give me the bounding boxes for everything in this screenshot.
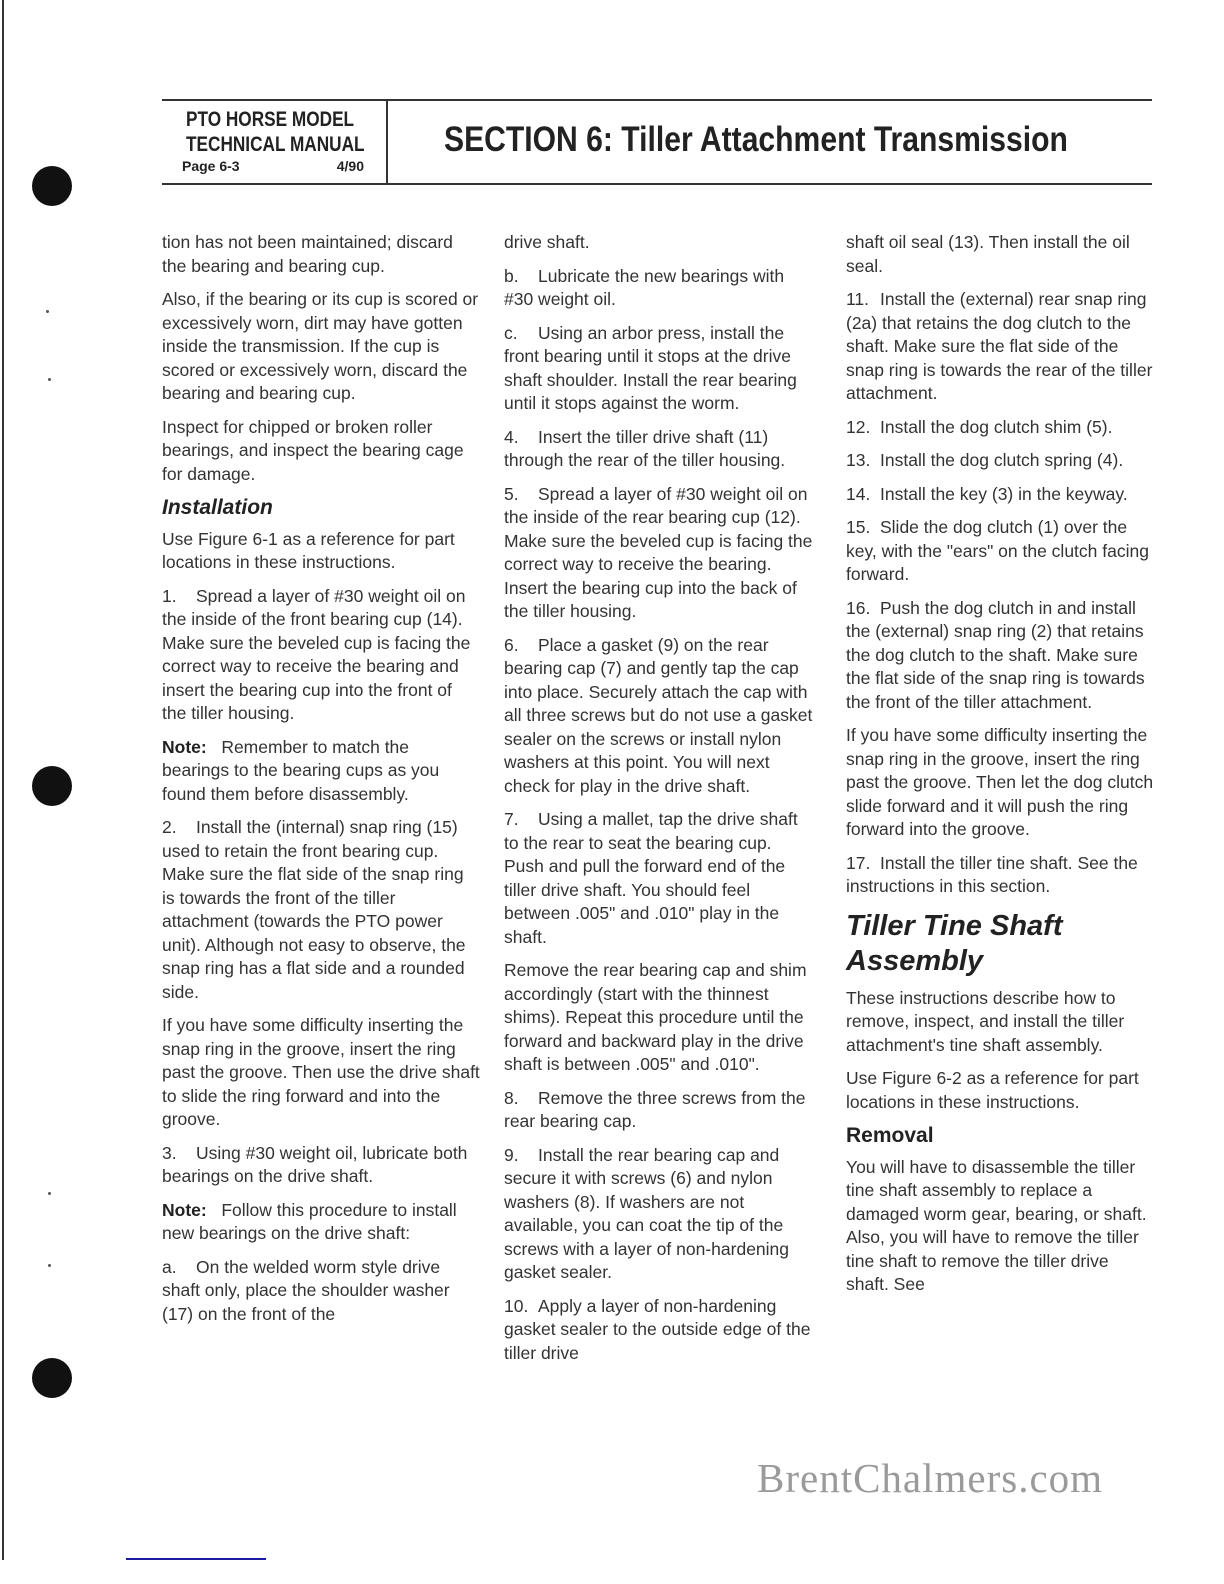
text-column-2 — [504, 231, 814, 1375]
site-watermark: BrentChalmers.com — [757, 1455, 1104, 1501]
binder-hole-bottom — [32, 1358, 72, 1398]
step-17 — [846, 852, 1156, 899]
step-11 — [846, 288, 1156, 406]
scan-speck — [48, 378, 51, 381]
step-12 — [846, 416, 1156, 440]
step-number: 16. — [846, 597, 871, 618]
step-number: 2. — [162, 817, 177, 837]
removal-heading: Removal — [846, 1124, 934, 1147]
manual-title — [186, 107, 365, 157]
step-text: Install the (external) rear snap ring (2a) that retains the dog clutch to the shaft. Make sure the flat side of the snap ring is towards the rear of the tiller attachment. — [846, 289, 1153, 403]
step-1 — [162, 585, 480, 726]
step-number: 17. — [846, 852, 871, 873]
text-column-3 — [846, 231, 1156, 1307]
step-number: 5. — [504, 483, 519, 504]
text-column-1 — [162, 231, 480, 1336]
scan-speck — [48, 1264, 51, 1267]
paragraph: tion has not been maintained; discard the bearing and bearing cup. — [162, 232, 453, 276]
step-text: Install the rear bearing cap and secure it with screws (6) and nylon washers (8). If washers are not available, you can coat the tip of the screws with a layer of non-hardening gasket sealer. — [504, 1144, 790, 1282]
step-4 — [504, 426, 814, 473]
page-header — [162, 99, 1152, 185]
step-b — [504, 265, 814, 312]
step-number: 4. — [504, 426, 519, 447]
step-text: Install the tiller tine shaft. See the instructions in this section. — [846, 852, 1138, 896]
note-1 — [162, 736, 480, 807]
paragraph: Use Figure 6-1 as a reference for part locations in these instructions. — [162, 528, 455, 572]
step-number: b. — [504, 265, 519, 286]
step-number: 12. — [846, 416, 871, 437]
tine-shaft-heading: Tiller Tine Shaft Assembly — [846, 909, 1063, 977]
step-text: Install the (internal) snap ring (15) used to retain the front bearing cup. Make sure the flat side of the snap ring is towards the front of the tiller attachment (towards the PTO power unit). Although not easy to observe, the snap ring has a flat side and a rounded side. — [162, 817, 466, 1002]
step-text: Spread a layer of #30 weight oil on the inside of the rear bearing cup (12). Make sure the beveled cup is facing the correct way to receive the bearing. Insert the bearing cup into the back of the tiller housing. — [504, 483, 813, 621]
step-number: 15. — [846, 517, 871, 537]
step-number: 1. — [162, 585, 177, 606]
step-text: Install the key (3) in the keyway. — [880, 483, 1128, 504]
step-15 — [846, 516, 1156, 587]
note-label: Note: — [162, 736, 207, 757]
step-number: 7. — [504, 809, 519, 829]
step-6 — [504, 634, 814, 799]
step-text: Insert the tiller drive shaft (11) through the rear of the tiller housing. — [504, 426, 786, 470]
scan-speck — [46, 310, 49, 313]
step-text: Push the dog clutch in and install the (external) snap ring (2) that retains the dog clutch to the shaft. Make sure the flat side of the snap ring is towards the front of the tiller attachment. — [846, 597, 1145, 712]
step-7 — [504, 808, 814, 949]
installation-heading: Installation — [162, 496, 273, 519]
paragraph: Also, if the bearing or its cup is scored or excessively worn, dirt may have gotten inside the transmission. If the cup is scored or excessively worn, discard the bearing and bearing cup. — [162, 289, 479, 403]
step-3 — [162, 1142, 480, 1189]
step-14 — [846, 483, 1156, 507]
step-10 — [504, 1295, 814, 1366]
paragraph: Use Figure 6-2 as a reference for part locations in these instructions. — [846, 1068, 1139, 1112]
page-number: Page 6-3 — [182, 158, 240, 174]
paragraph: If you have some difficulty inserting the snap ring in the groove, insert the ring past the groove. Then use the drive shaft to slide the ring forward and into the groove. — [162, 1015, 480, 1129]
paragraph: Remove the rear bearing cap and shim accordingly (start with the thinnest shims). Repeat this procedure until the forward and backward play in the drive shaft is between .005" and .010". — [504, 960, 807, 1074]
paragraph: These instructions describe how to remove, inspect, and install the tiller attachment's tine shaft assembly. — [846, 987, 1125, 1055]
step-number: 13. — [846, 450, 871, 470]
paragraph: Inspect for chipped or broken roller bearings, and inspect the bearing cage for damage. — [162, 416, 464, 484]
binder-hole-middle — [32, 766, 72, 806]
step-text: Using #30 weight oil, lubricate both bearings on the drive shaft. — [162, 1142, 468, 1186]
step-number: 10. — [504, 1295, 529, 1316]
step-text: Using an arbor press, install the front bearing until it stops at the drive shaft shoulder. Install the rear bearing until it stops against the worm. — [504, 322, 797, 413]
revision-date: 4/90 — [336, 158, 364, 174]
step-text: On the welded worm style drive shaft only, place the shoulder washer (17) on the front of the — [162, 1256, 450, 1324]
step-number: a. — [162, 1256, 177, 1277]
step-text: Lubricate the new bearings with #30 weight oil. — [504, 265, 785, 309]
section-title: SECTION 6: Tiller Attachment Transmission — [444, 120, 1068, 159]
step-number: c. — [504, 322, 518, 343]
paragraph: shaft oil seal (13). Then install the oil seal. — [846, 232, 1130, 276]
scan-speck — [48, 1192, 51, 1195]
step-13 — [846, 449, 1156, 473]
step-number: 3. — [162, 1142, 177, 1163]
step-number: 8. — [504, 1087, 519, 1108]
step-text: Apply a layer of non-hardening gasket sealer to the outside edge of the tiller drive — [504, 1295, 811, 1363]
manual-id-box — [162, 101, 388, 183]
step-8 — [504, 1087, 814, 1134]
step-a — [162, 1256, 480, 1327]
paragraph: You will have to disassemble the tiller tine shaft assembly to replace a damaged worm gear, bearing, or shaft. Also, you will have to remove the tiller tine shaft to remove the tiller drive shaft. See — [846, 1156, 1147, 1294]
step-number: 6. — [504, 634, 519, 655]
step-2 — [162, 816, 480, 1004]
step-text: Place a gasket (9) on the rear bearing cap (7) and gently tap the cap into place. Securely attach the cap with all three screws but do not use a gasket sealer on the screws or install nylon washers at this point. You will next check for play in the drive shaft. — [504, 634, 813, 796]
step-text: Slide the dog clutch (1) over the key, with the "ears" on the clutch facing forward. — [846, 517, 1149, 584]
binder-hole-top — [32, 166, 72, 206]
step-number: 9. — [504, 1144, 519, 1165]
step-text: Using a mallet, tap the drive shaft to the rear to seat the bearing cup. Push and pull the forward end of the tiller drive shaft. You should feel between .005" and .010" play in the shaft. — [504, 809, 798, 947]
paragraph: If you have some difficulty inserting the snap ring in the groove, insert the ring past the groove. Then let the dog clutch slide forward and it will push the ring forward into the groove. — [846, 725, 1154, 839]
note-label: Note: — [162, 1199, 207, 1220]
note-text: Follow this procedure to install new bearings on the drive shaft: — [162, 1199, 457, 1243]
note-2 — [162, 1199, 480, 1246]
step-text: Install the dog clutch shim (5). — [880, 416, 1113, 437]
step-5 — [504, 483, 814, 624]
step-number: 11. — [846, 289, 870, 309]
step-text: Spread a layer of #30 weight oil on the inside of the front bearing cup (14). Make sure the beveled cup is facing the correct way to receive the bearing and insert the bearing cup into the front of the tiller housing. — [162, 585, 471, 723]
step-number: 14. — [846, 483, 871, 504]
step-16 — [846, 597, 1156, 715]
manual-title-line2: TECHNICAL MANUAL — [186, 133, 365, 156]
manual-title-line1: PTO HORSE MODEL — [186, 108, 355, 131]
step-c — [504, 322, 814, 416]
step-text: Install the dog clutch spring (4). — [880, 450, 1124, 470]
step-text: Remove the three screws from the rear bearing cap. — [504, 1087, 806, 1131]
bottom-rule — [126, 1558, 266, 1560]
paragraph: drive shaft. — [504, 232, 590, 252]
note-text: Remember to match the bearings to the bearing cups as you found them before disassembly. — [162, 736, 440, 804]
step-9 — [504, 1144, 814, 1285]
page-edge-line — [2, 0, 4, 1560]
